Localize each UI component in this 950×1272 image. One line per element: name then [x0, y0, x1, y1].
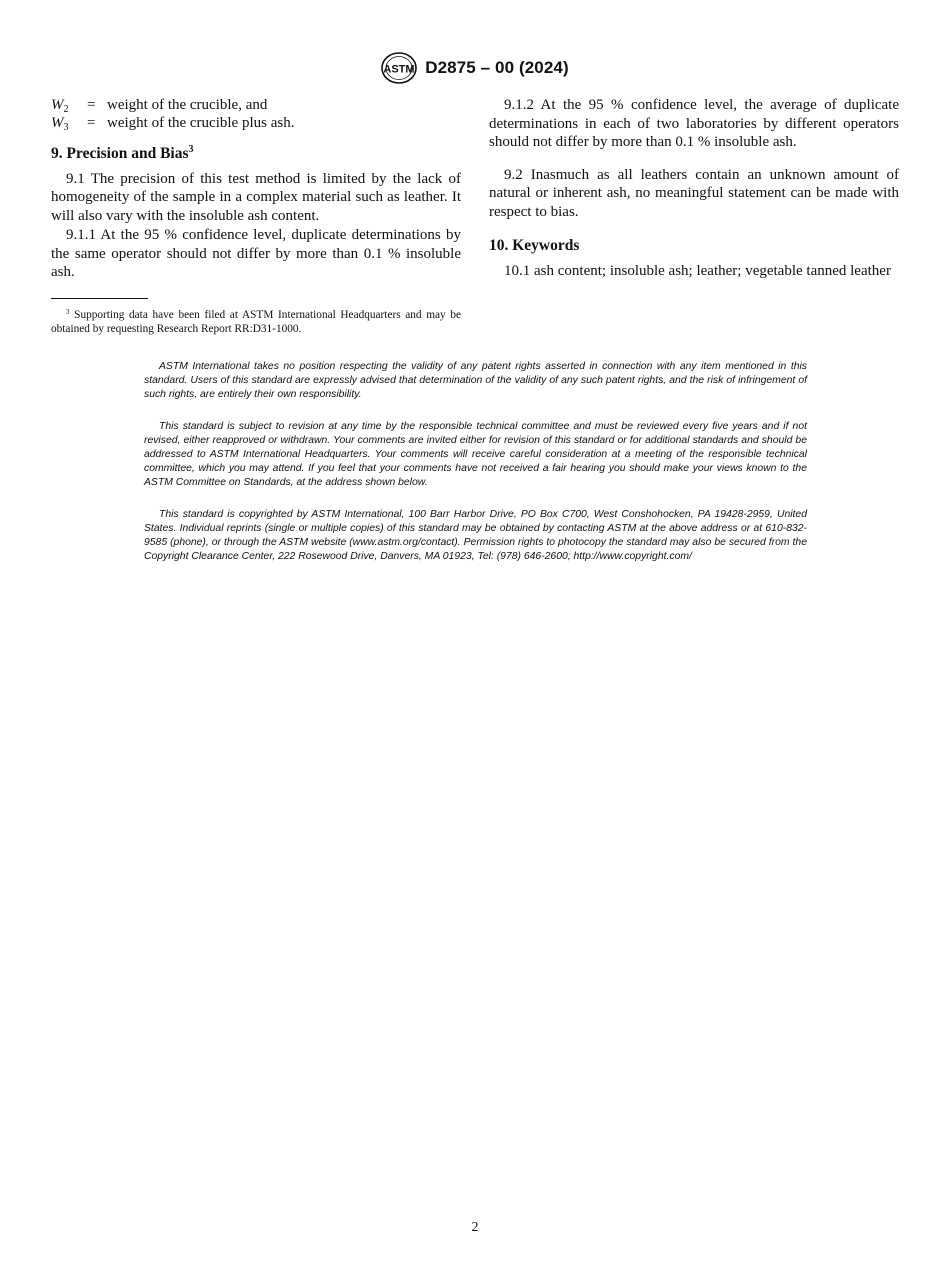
page-header [0, 52, 950, 84]
patent-notice: ASTM International takes no position respecting the validity of any patent rights asserted in connection with any item mentioned in this standard. Users of this standard are expressly advised that determination of the validity of any such patent rights, and the risk of infringement of such rights, are entirely their own responsibility. [144, 361, 807, 400]
paragraph-10-1: 10.1 ash content; insoluble ash; leather; vegetable tanned leather [504, 262, 891, 279]
left-column [51, 96, 461, 337]
revision-notice: This standard is subject to revision at any time by the responsible technical committee and must be reviewed every five years and if not revised, either reapproved or withdrawn. Your comments are invited either for revision of this standard or for additional standards and should be addressed to ASTM International Headquarters. Your comments will receive careful consideration at a meeting of the responsible technical committee, which you may attend. If you feel that your comments have not received a fair hearing you should make your views known to the ASTM Committee on Standards, at the address shown below. [144, 421, 807, 488]
paragraph-9-2: 9.2 Inasmuch as all leathers contain an unknown amount of natural or inherent ash, no meaningful statement can be made with respect to bias. [489, 166, 899, 220]
paragraph-9-1-1: 9.1.1 At the 95 % confidence level, duplicate determinations by the same operator should not differ by more than 0.1 % insoluble ash. [51, 227, 461, 280]
section-heading-keywords: 10. Keywords [489, 237, 580, 254]
astm-notices [144, 360, 807, 582]
section-heading-precision-bias: 9. Precision and Bias$^3$ [51, 144, 194, 162]
footnote-divider [51, 298, 148, 299]
logo-text: ASTM [383, 63, 415, 76]
paragraph-9-1: 9.1 The precision of this test method is limited by the lack of homogeneity of the sample in a complex material such as leather. It will also vary with the insoluble ash content. [51, 170, 461, 224]
footnote: $^3$ Supporting data have been filed at ASTM International Headquarters and may be obtained by requesting Research Report RR:D31-1000. [51, 307, 461, 335]
footnote-ref: 3 [188, 144, 194, 155]
variable-definition: $W_2$ = weight of the crucible, and [51, 97, 268, 115]
paragraph-9-1-2: 9.1.2 At the 95 % confidence level, the average of duplicate determinations in each of two laboratories by different operators should not differ by more than 0.1 % insoluble ash. [489, 97, 899, 150]
astm-logo-icon [381, 52, 417, 84]
document-designation: D2875 – 00 (2024) [425, 58, 569, 77]
page-number: 2 [471, 1220, 479, 1235]
variable-definition: $W_3$ = weight of the crucible plus ash. [51, 114, 295, 133]
right-column [489, 96, 899, 280]
copyright-notice: This standard is copyrighted by ASTM International, 100 Barr Harbor Drive, PO Box C700, West Conshohocken, PA 19428-2959, United States. Individual reprints (single or multiple copies) of this standard may be obtained by contacting ASTM at the above address or at 610-832-9585 (phone), or through the ASTM website (www.astm.org/contact). Permission rights to photocopy the standard may also be secured from the Copyright Clearance Center, 222 Rosewood Drive, Danvers, MA 01923, Tel: (978) 646-2600; http://www.copyright.com/ [144, 509, 807, 562]
